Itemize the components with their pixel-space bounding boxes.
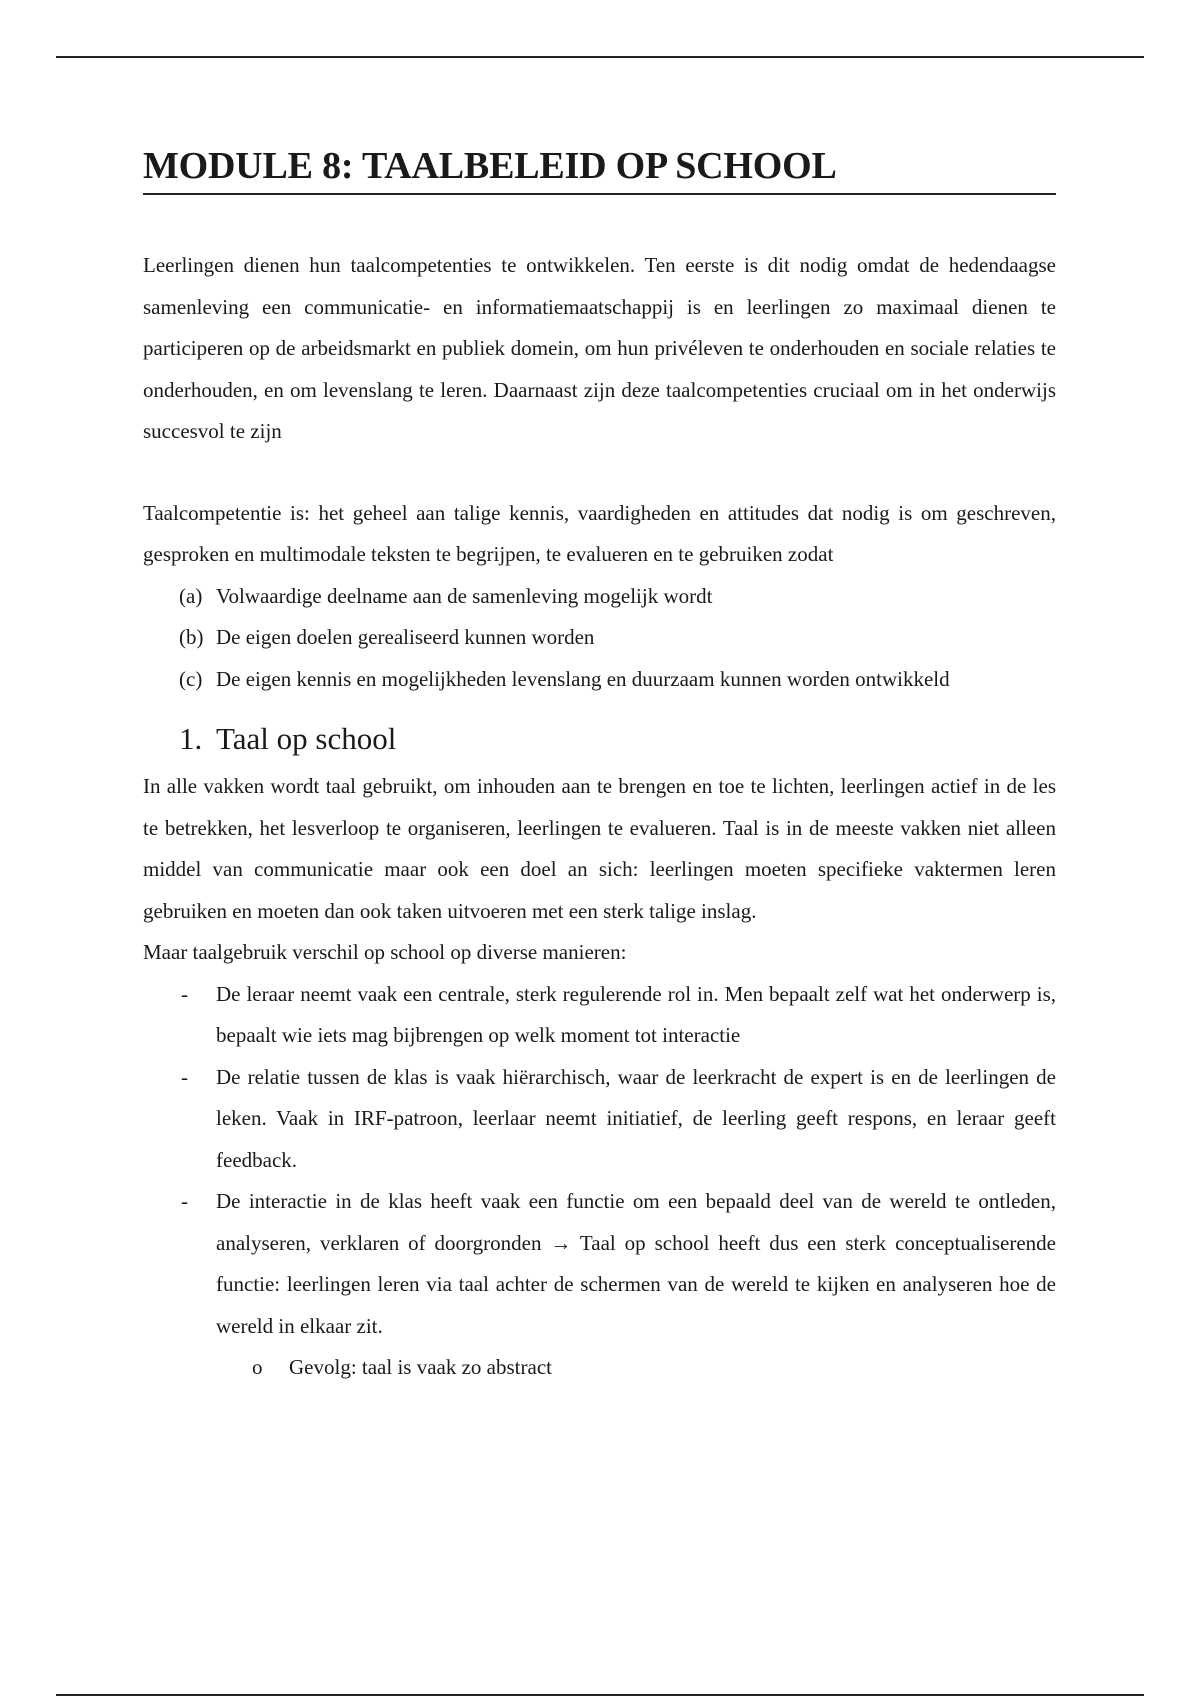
dash-marker: -: [181, 1189, 188, 1213]
section-number: 1.: [179, 721, 203, 756]
bullet-item: [143, 1057, 1056, 1182]
definition-paragraph: Taalcompetentie is: het geheel aan talige kennis, vaardigheden en attitudes dat nodig is om geschreven, gesproken en multimodale teksten te begrijpen, te evalueren en te gebruiken zodat: [143, 500, 1056, 566]
list-marker: (a): [179, 583, 203, 608]
dash-marker: -: [181, 981, 188, 1006]
definition-item: [143, 576, 1056, 618]
section-paragraph: In alle vakken wordt taal gebruikt, om inhouden aan te brengen en toe te lichten, leerlingen actief in de les te betrekken, het lesverloop te organiseren, leerlingen te evalueren. Taal is in de meeste vakken niet alleen middel van communicatie maar ook een doel an sich: leerlingen moeten specifieke vaktermen leren gebruiken en moeten dan ook taken uitvoeren met een sterk talige inslag.: [143, 774, 1056, 923]
bullet-text: De relatie tussen de klas is vaak hiërarchisch, waar de leerkracht de expert is en de leerlingen de leken. Vaak in IRF-patroon, leerlaar neemt initiatief, de leerling geeft respons, en leraar geeft feedback.: [216, 1064, 1056, 1172]
page-content: [143, 140, 1056, 1389]
definition-item-text: De eigen doelen gerealiseerd kunnen worden: [216, 625, 595, 649]
intro-paragraph: Leerlingen dienen hun taalcompetenties te ontwikkelen. Ten eerste is dit nodig omdat de hedendaagse samenleving een communicatie- en informatiemaatschappij is en leerlingen zo maximaal dienen te participeren op de arbeidsmarkt en publiek domein, om hun privéleven te onderhouden en sociale relaties te onderhouden, en om levenslang te leren. Daarnaast zijn deze taalcompetenties cruciaal om in het onderwijs succesvol te zijn: [143, 253, 1056, 443]
bullet-text: De leraar neemt vaak een centrale, sterk regulerende rol in. Men bepaalt zelf wat het onderwerp is, bepaalt wie iets mag bijbrengen op welk moment tot interactie: [216, 981, 1056, 1047]
list-marker: (c): [179, 666, 203, 691]
section-heading-text: Taal op school: [216, 721, 397, 756]
dash-marker: -: [181, 1064, 188, 1089]
bullet-item: [143, 974, 1056, 1057]
definition-item-text: De eigen kennis en mogelijkheden levenslang en duurzaam kunnen worden ontwikkeld: [216, 666, 950, 691]
sub-list-item: [216, 1347, 1056, 1389]
section-heading: [143, 712, 1056, 766]
bullet-text: De interactie in de klas heeft vaak een functie om een bepaald deel van de wereld te ontleden, analyseren, verklaren of doorgronden → Taal op school heeft dus een sterk conceptualiserende functie: leerlingen leren via taal achter de schermen van de wereld te kijken en analyseren hoe de wereld in elkaar zit.: [216, 1189, 1056, 1338]
list-intro: Maar taalgebruik verschil op school op diverse manieren:: [143, 940, 627, 964]
sub-item-text: Gevolg: taal is vaak zo abstract: [289, 1355, 552, 1379]
bullet-item: [143, 1181, 1056, 1389]
circle-bullet-icon: o: [252, 1355, 263, 1379]
module-title: MODULE 8: TAALBELEID OP SCHOOL: [143, 140, 1056, 195]
bottom-rule: [56, 1694, 1144, 1696]
list-marker: (b): [179, 625, 204, 649]
definition-item: [143, 617, 1056, 659]
definition-list: [143, 576, 1056, 701]
definition-item-text: Volwaardige deelname aan de samenleving mogelijk wordt: [216, 583, 713, 608]
top-rule: [56, 56, 1144, 58]
bullet-list: [143, 974, 1056, 1389]
sub-list: [216, 1347, 1056, 1389]
definition-item: [143, 659, 1056, 701]
